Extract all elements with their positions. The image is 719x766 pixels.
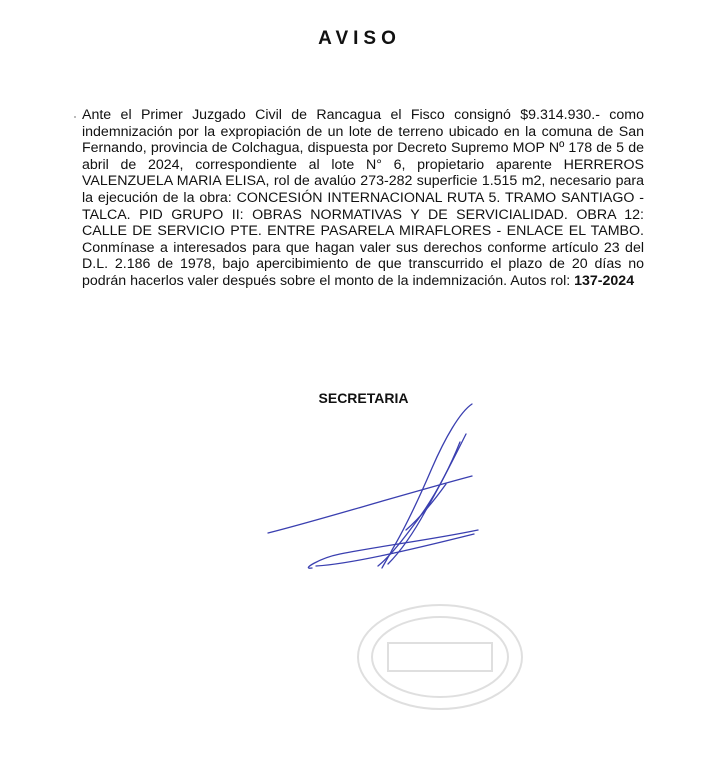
notice-body-main: Ante el Primer Juzgado Civil de Rancagua el Fisco consignó $9.314.930.- como indemnización por la expropiación de un lote de terreno ubicado en la comuna de San Fernando, provincia de Colchagua, dispuesta por Decreto Supremo MOP Nº 178 de 5 de abril de 2024, correspondiente al lote N° 6, propietario aparente HERREROS VALENZUELA MARIA ELISA, rol de avalúo 273-282 superficie 1.515 m2, necesario para la ejecución de la obra: CONCESIÓN INTERNACIONAL RUTA 5. TRAMO SANTIAGO - TALCA. PID GRUPO II: OBRAS NORMATIVAS Y DE SERVICIALIDAD. OBRA 12: CALLE DE SERVICIO PTE. ENTRE PASARELA MIRAFLORES - ENLACE EL TAMBO. Conmínase a interesados para que hagan valer sus derechos conforme artículo 23 del D.L. 2.186 de 1978, bajo apercibimiento de que transcurrido el plazo de 20 días no podrán hacerlos valer después sobre el monto de la indemnización. Autos rol: — [82, 107, 644, 289]
handwritten-signature-icon — [260, 398, 500, 578]
notice-body — [82, 107, 644, 290]
notice-title: AVISO — [318, 28, 401, 49]
case-number: 137-2024 — [574, 272, 635, 289]
faded-seal-stamp-icon — [350, 595, 530, 715]
scan-speck — [74, 116, 76, 118]
signatory-title: SECRETARIA — [318, 390, 409, 406]
